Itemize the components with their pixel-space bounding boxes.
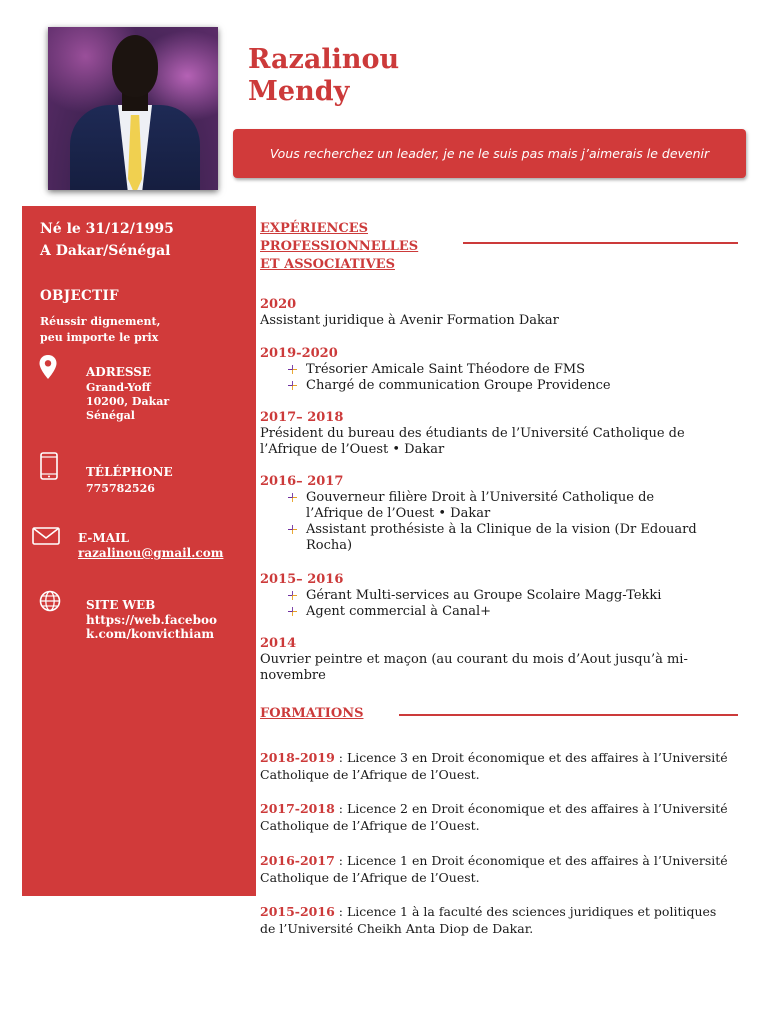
formation-entry xyxy=(260,800,730,834)
entry-year: 2020 xyxy=(260,297,297,312)
entry-text: novembre xyxy=(260,668,326,683)
first-name: Razalinou xyxy=(248,44,400,75)
experience-entry xyxy=(260,410,735,458)
birth-date: Né le 31/12/1995 xyxy=(40,221,174,237)
formation-text: : Licence 1 en Droit économique et des affaires à l’Université Catholique de l’Afrique de l’Ouest. xyxy=(260,853,728,885)
address-value xyxy=(86,381,169,423)
website-link[interactable] xyxy=(86,613,217,641)
entry-text: Assistant juridique à Avenir Formation Dakar xyxy=(260,313,559,328)
formation-entry xyxy=(260,852,730,886)
experience-entry xyxy=(260,474,735,554)
email-heading: E-MAIL xyxy=(78,531,129,545)
location-pin-icon xyxy=(38,354,58,380)
formations-heading: FORMATIONS xyxy=(260,706,364,721)
profile-photo xyxy=(48,27,218,190)
last-name: Mendy xyxy=(248,76,350,107)
formation-year: 2015-2016 xyxy=(260,904,335,919)
entry-bullet: Assistant prothésiste à la Clinique de la vision (Dr Edouard Rocha) xyxy=(288,522,708,554)
entry-text: Président du bureau des étudiants de l’Université Catholique de xyxy=(260,426,685,441)
entry-bullet: Gouverneur filière Droit à l’Université Catholique de l’Afrique de l’Ouest • Dakar xyxy=(288,490,708,522)
entry-year: 2019-2020 xyxy=(260,346,338,361)
entry-text: l’Afrique de l’Ouest • Dakar xyxy=(260,442,445,457)
experience-entry xyxy=(260,297,735,329)
objective-text xyxy=(40,314,160,346)
objective-heading: OBJECTIF xyxy=(40,288,119,304)
globe-icon xyxy=(39,590,61,612)
entry-bullet: Trésorier Amicale Saint Théodore de FMS xyxy=(288,362,735,378)
objective-line: peu importe le prix xyxy=(40,331,159,344)
experience-heading xyxy=(260,220,418,274)
sidebar xyxy=(22,206,256,896)
formation-text: : Licence 1 à la faculté des sciences juridiques et politiques de l’Université Cheikh Anta Diop de Dakar. xyxy=(260,904,717,936)
website-line: https://web.faceboo xyxy=(86,613,217,627)
address-line: Grand-Yoff xyxy=(86,381,151,394)
formation-entry xyxy=(260,749,730,783)
address-heading: ADRESSE xyxy=(86,365,152,379)
entry-bullet: Agent commercial à Canal+ xyxy=(288,604,735,620)
phone-heading: TÉLÉPHONE xyxy=(86,465,173,479)
heading-line: ET ASSOCIATIVES xyxy=(260,257,395,272)
entry-bullet: Gérant Multi-services au Groupe Scolaire Magg-Tekki xyxy=(288,588,735,604)
experience-divider xyxy=(463,242,738,244)
email-link[interactable]: razalinou@gmail.com xyxy=(78,546,224,560)
formation-text: : Licence 3 en Droit économique et des affaires à l’Université Catholique de l’Afrique de l’Ouest. xyxy=(260,750,728,782)
experience-entry xyxy=(260,572,735,620)
website-heading: SITE WEB xyxy=(86,598,156,612)
person-name xyxy=(248,44,399,108)
formations-divider xyxy=(399,714,738,716)
formation-year: 2017-2018 xyxy=(260,801,335,816)
entry-text: Ouvrier peintre et maçon (au courant du mois d’Aout jusqu’à mi- xyxy=(260,652,688,667)
phone-value: 775782526 xyxy=(86,482,155,495)
birth-place: A Dakar/Sénégal xyxy=(40,243,171,259)
address-line: Sénégal xyxy=(86,409,135,422)
objective-line: Réussir dignement, xyxy=(40,315,161,328)
heading-line: PROFESSIONNELLES xyxy=(260,239,419,254)
entry-year: 2016– 2017 xyxy=(260,474,344,489)
experience-entry xyxy=(260,636,735,684)
tagline-banner: Vous recherchez un leader, je ne le suis pas mais j’aimerais le devenir xyxy=(233,129,746,178)
entry-year: 2014 xyxy=(260,636,297,651)
formation-entry xyxy=(260,903,730,937)
envelope-icon xyxy=(32,527,60,545)
entry-year: 2017– 2018 xyxy=(260,410,344,425)
heading-line: EXPÉRIENCES xyxy=(260,221,368,236)
formation-text: : Licence 2 en Droit économique et des affaires à l’Université Catholique de l’Afrique de l’Ouest. xyxy=(260,801,728,833)
formation-year: 2016-2017 xyxy=(260,853,335,868)
address-line: 10200, Dakar xyxy=(86,395,170,408)
birth-info xyxy=(40,218,174,262)
website-line: k.com/konvicthiam xyxy=(86,627,215,641)
formation-year: 2018-2019 xyxy=(260,750,335,765)
experience-entry xyxy=(260,346,735,394)
entry-bullet: Chargé de communication Groupe Providence xyxy=(288,378,735,394)
phone-icon xyxy=(39,452,59,480)
entry-year: 2015– 2016 xyxy=(260,572,344,587)
